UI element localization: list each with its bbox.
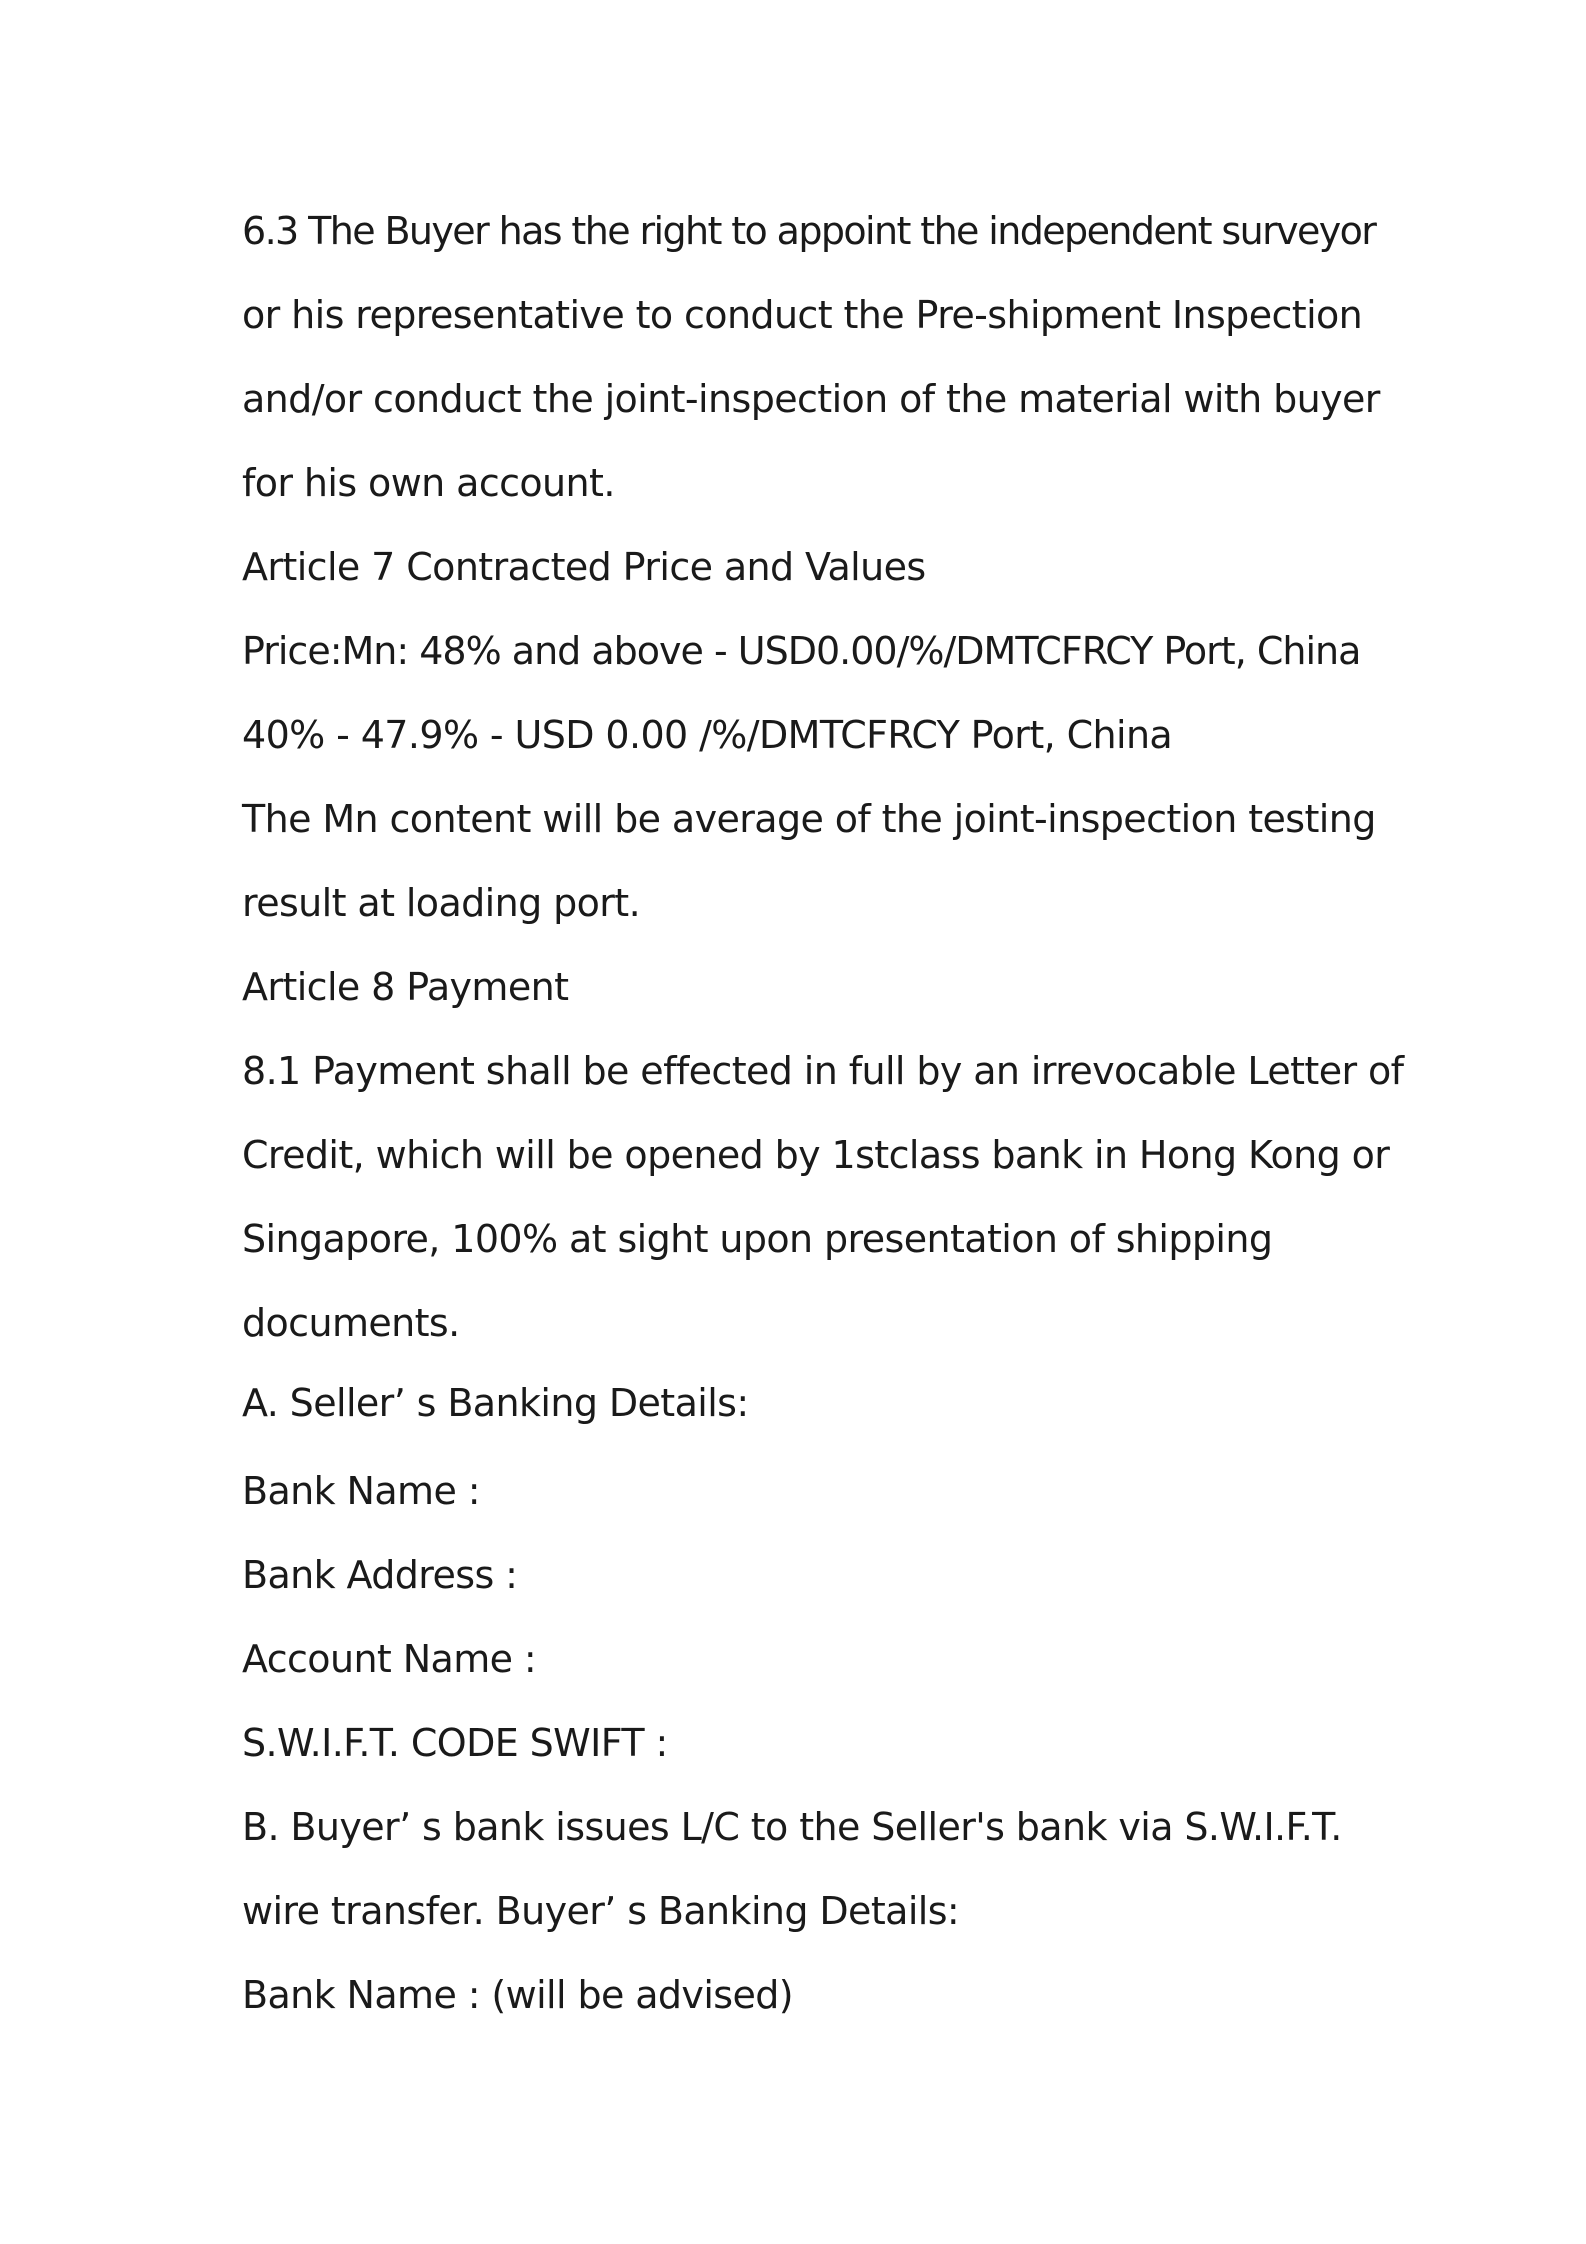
buyer-bank-name: Bank Name : (will be advised) <box>242 1973 794 2017</box>
mn-content-line-1: The Mn content will be average of the joint-inspection testing <box>242 797 1376 841</box>
article-8-heading: Article 8 Payment <box>242 965 569 1009</box>
seller-account-name: Account Name : <box>242 1637 537 1681</box>
mn-content-line-2: result at loading port. <box>242 881 641 925</box>
seller-bank-name: Bank Name : <box>242 1469 480 1513</box>
price-line-1: Price:Mn: 48% and above - USD0.00/%/DMTCFRCY Port, China <box>242 629 1361 673</box>
clause-8-1-line-2: Credit, which will be opened by 1stclass bank in Hong Kong or <box>242 1133 1390 1177</box>
buyer-lc-line-1: B. Buyer’ s bank issues L/C to the Seller's bank via S.W.I.F.T. <box>242 1805 1342 1849</box>
clause-8-1-line-3: Singapore, 100% at sight upon presentation of shipping <box>242 1217 1273 1261</box>
clause-6-3-line-1: 6.3 The Buyer has the right to appoint the independent surveyor <box>242 209 1376 253</box>
seller-bank-address: Bank Address : <box>242 1553 518 1597</box>
article-7-heading: Article 7 Contracted Price and Values <box>242 545 926 589</box>
buyer-lc-line-2: wire transfer. Buyer’ s Banking Details: <box>242 1889 960 1933</box>
clause-8-1-line-1: 8.1 Payment shall be effected in full by an irrevocable Letter of <box>242 1049 1404 1093</box>
clause-6-3-line-2: or his representative to conduct the Pre-shipment Inspection <box>242 293 1363 337</box>
clause-6-3-line-3: and/or conduct the joint-inspection of the material with buyer <box>242 377 1380 421</box>
clause-6-3-line-4: for his own account. <box>242 461 615 505</box>
price-line-2: 40% - 47.9% - USD 0.00 /%/DMTCFRCY Port, China <box>242 713 1173 757</box>
seller-banking-heading: A. Seller’ s Banking Details: <box>242 1381 749 1425</box>
clause-8-1-line-4: documents. <box>242 1301 460 1345</box>
seller-swift-code: S.W.I.F.T. CODE SWIFT : <box>242 1721 668 1765</box>
